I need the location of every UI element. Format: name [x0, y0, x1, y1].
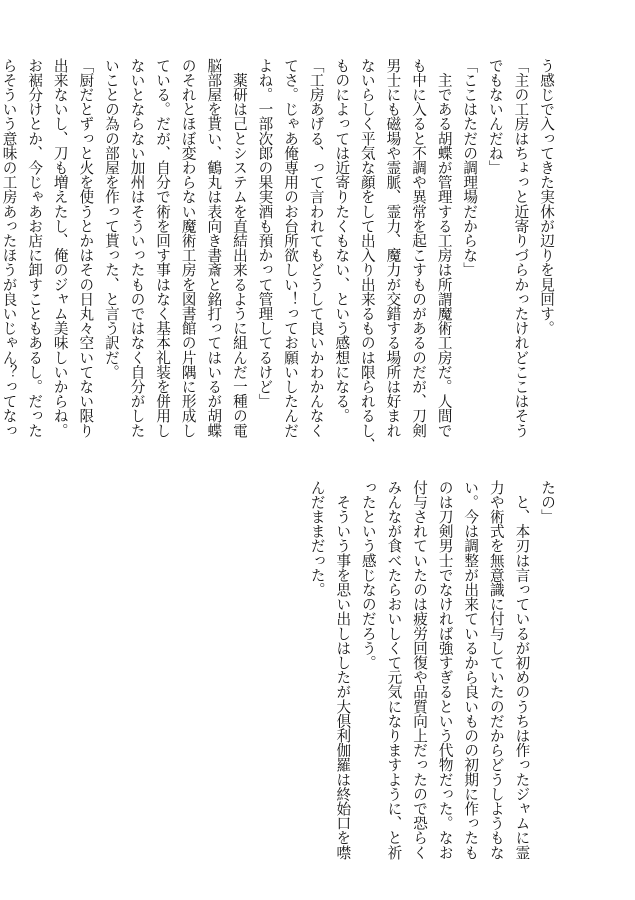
text-line: 「主の工房はちょっと近寄りづらかったけれどここはそう [512, 58, 530, 438]
text-line: お裾分けとか、今じゃあお店に卸すこともあるし。だった [26, 58, 44, 438]
text-line: のそれとほぼ変わらない魔術工房を図書館の片隅に形成し [179, 58, 197, 438]
text-line: ないとならない加州はそういったものではなく自分がした [128, 58, 146, 438]
text-line: たの」 [539, 480, 556, 524]
text-line: 薬研は己とシステムを直結出来るように組んだ一種の電 [230, 58, 248, 438]
text-line: ている。だが、自分で術を回す事はなく基本礼装を併用し [154, 58, 172, 438]
text-line: 力や術式を無意識に付与していたのだからどうしようもな [487, 480, 505, 860]
text-line: ったという感じなのだろう。 [359, 480, 377, 670]
text-line: う感じで入ってきた実休が辺りを見回す。 [538, 58, 555, 336]
text-line: んだままだった。 [308, 480, 326, 597]
text-line: 「厨だとずっと火を使うとかはその日丸々空いてない限り [77, 58, 95, 438]
text-line: らそういう意味の工房あったほうが良いじゃん？ってなっ [0, 58, 18, 438]
text-line: 脳部屋を貰い、鶴丸は表向き書斎と銘打ってはいるが胡蝶 [205, 58, 223, 438]
text-line: 付与されていたのは疲労回復や品質向上だったので恐らく [411, 480, 429, 860]
text-line: 「工房あげる、って言われてもどうして良いかわかんなく [307, 58, 325, 438]
text-line: 主である胡蝶が管理する工房は所謂魔術工房だ。人間で [435, 58, 453, 438]
upper-text-block [0, 58, 559, 453]
text-line: ものによっては近寄りたくもない、という感想になる。 [333, 58, 351, 423]
text-line: と、本刃は言っているが初めのうちは作ったジャムに霊 [513, 480, 531, 860]
text-line: い。今は調整が出来ているから良いものの初期に作ったも [462, 480, 480, 860]
text-line: 男士にも磁場や霊脈、霊力、魔力が交錯する場所は好まれ [384, 58, 402, 438]
text-line: いことの為の部屋を作って貰った、と言う訳だ。 [102, 58, 120, 380]
text-line: 「ここはただの調理場だからな」 [461, 58, 479, 277]
text-line: てさ。じゃあ俺専用のお台所欲しい！ってお願いしたんだ [282, 58, 300, 438]
text-line: でもないんだね」 [486, 58, 504, 175]
text-line: ないらしく平気な顔をして出入り出来るものは限られるし、 [358, 58, 376, 453]
text-line: よね。一部次郎の果実酒も預かって管理してるけど」 [256, 58, 274, 409]
text-line: そういう事を思い出しはしたが大倶利伽羅は終始口を噤 [334, 480, 352, 860]
text-line: 出来ないし、刀も増えたし、俺のジャム美味しいからね。 [51, 58, 69, 438]
text-line: も中に入ると不調や異常を起こすものがあるのだが、刀剣 [410, 58, 428, 438]
text-line: のは刀剣男士でなければ強すぎるという代物だった。なお [436, 480, 454, 860]
text-line: みんなが食べたらおいしくて元気になりますように、と祈 [385, 480, 403, 860]
lower-text-block [308, 480, 560, 860]
